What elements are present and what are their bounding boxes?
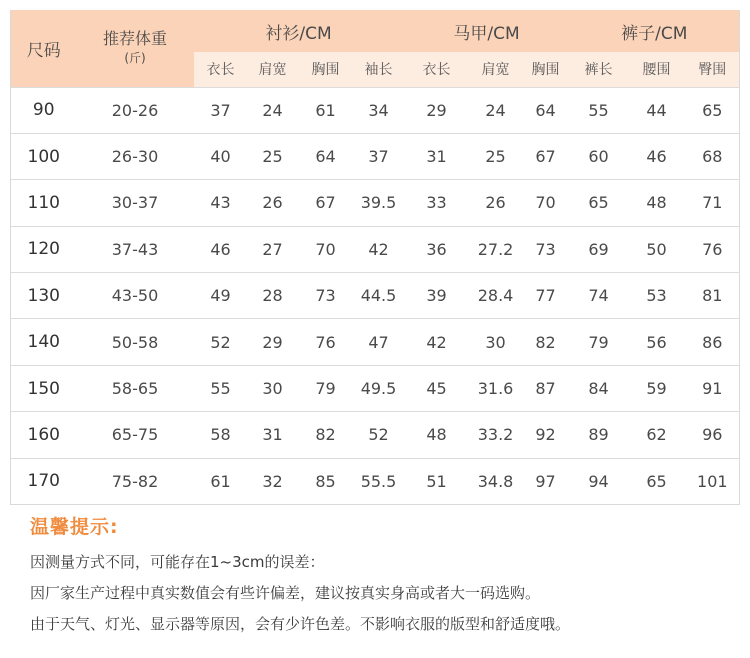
cell-weight: 20-26	[77, 87, 194, 133]
header-pants-length: 裤长	[570, 52, 628, 87]
cell-shirt-length: 58	[194, 412, 248, 458]
cell-shirt-chest: 70	[298, 226, 354, 272]
cell-size: 130	[11, 273, 77, 319]
cell-vest-length: 29	[404, 87, 470, 133]
cell-pants-waist: 44	[628, 87, 686, 133]
table-row	[11, 412, 740, 458]
cell-shirt-length: 52	[194, 319, 248, 365]
cell-shirt-chest: 82	[298, 412, 354, 458]
table-row	[11, 133, 740, 179]
cell-vest-chest: 92	[522, 412, 570, 458]
cell-vest-chest: 67	[522, 133, 570, 179]
cell-vest-length: 36	[404, 226, 470, 272]
cell-shirt-length: 46	[194, 226, 248, 272]
cell-vest-shoulder: 33.2	[470, 412, 522, 458]
cell-shirt-chest: 85	[298, 458, 354, 504]
cell-vest-length: 33	[404, 180, 470, 226]
header-shirt-shoulder: 肩宽	[248, 52, 298, 87]
cell-size: 120	[11, 226, 77, 272]
cell-vest-length: 39	[404, 273, 470, 319]
cell-shirt-sleeve: 49.5	[354, 365, 404, 411]
cell-shirt-sleeve: 55.5	[354, 458, 404, 504]
cell-weight: 30-37	[77, 180, 194, 226]
cell-vest-shoulder: 30	[470, 319, 522, 365]
cell-shirt-length: 43	[194, 180, 248, 226]
cell-size: 160	[11, 412, 77, 458]
cell-vest-length: 45	[404, 365, 470, 411]
cell-vest-chest: 82	[522, 319, 570, 365]
cell-pants-hip: 81	[686, 273, 740, 319]
cell-shirt-shoulder: 29	[248, 319, 298, 365]
cell-size: 140	[11, 319, 77, 365]
cell-vest-chest: 87	[522, 365, 570, 411]
tips-title: 温馨提示:	[30, 516, 119, 538]
cell-weight: 26-30	[77, 133, 194, 179]
cell-weight: 43-50	[77, 273, 194, 319]
cell-shirt-shoulder: 28	[248, 273, 298, 319]
cell-pants-waist: 56	[628, 319, 686, 365]
cell-pants-hip: 96	[686, 412, 740, 458]
cell-pants-length: 60	[570, 133, 628, 179]
cell-pants-waist: 48	[628, 180, 686, 226]
cell-shirt-length: 37	[194, 87, 248, 133]
header-group-vest: 马甲/CM	[404, 10, 570, 52]
cell-pants-length: 84	[570, 365, 628, 411]
cell-vest-chest: 64	[522, 87, 570, 133]
cell-shirt-sleeve: 34	[354, 87, 404, 133]
cell-shirt-chest: 79	[298, 365, 354, 411]
cell-pants-length: 74	[570, 273, 628, 319]
table-row	[11, 458, 740, 504]
cell-shirt-shoulder: 32	[248, 458, 298, 504]
header-weight-label: 推荐体重	[102, 29, 167, 49]
cell-shirt-sleeve: 44.5	[354, 273, 404, 319]
cell-shirt-length: 49	[194, 273, 248, 319]
cell-shirt-sleeve: 47	[354, 319, 404, 365]
cell-pants-length: 89	[570, 412, 628, 458]
cell-pants-length: 69	[570, 226, 628, 272]
table-row	[11, 365, 740, 411]
header-group-shirt: 衬衫/CM	[194, 10, 404, 52]
cell-shirt-chest: 64	[298, 133, 354, 179]
cell-shirt-length: 40	[194, 133, 248, 179]
header-weight	[77, 10, 194, 87]
cell-pants-hip: 71	[686, 180, 740, 226]
cell-vest-length: 48	[404, 412, 470, 458]
header-vest-length: 衣长	[404, 52, 470, 87]
cell-shirt-sleeve: 52	[354, 412, 404, 458]
cell-shirt-chest: 67	[298, 180, 354, 226]
cell-vest-length: 51	[404, 458, 470, 504]
cell-pants-waist: 50	[628, 226, 686, 272]
tips-line: 因厂家生产过程中真实数值会有些许偏差，建议按真实身高或者大一码选购。	[30, 584, 541, 602]
cell-shirt-chest: 61	[298, 87, 354, 133]
warm-tips	[30, 512, 730, 640]
cell-pants-hip: 76	[686, 226, 740, 272]
header-weight-unit: (斤)	[124, 51, 146, 66]
cell-vest-shoulder: 28.4	[470, 273, 522, 319]
cell-shirt-shoulder: 24	[248, 87, 298, 133]
cell-shirt-shoulder: 27	[248, 226, 298, 272]
cell-size: 150	[11, 365, 77, 411]
header-shirt-chest: 胸围	[298, 52, 354, 87]
cell-vest-chest: 70	[522, 180, 570, 226]
header-vest-shoulder: 肩宽	[470, 52, 522, 87]
cell-weight: 75-82	[77, 458, 194, 504]
cell-size: 90	[11, 87, 77, 133]
header-pants-waist: 腰围	[628, 52, 686, 87]
header-size: 尺码	[11, 10, 77, 87]
cell-pants-waist: 46	[628, 133, 686, 179]
size-chart-table	[10, 10, 740, 505]
cell-vest-shoulder: 27.2	[470, 226, 522, 272]
cell-pants-waist: 62	[628, 412, 686, 458]
cell-shirt-shoulder: 31	[248, 412, 298, 458]
table-row	[11, 273, 740, 319]
header-vest-chest: 胸围	[522, 52, 570, 87]
cell-shirt-shoulder: 26	[248, 180, 298, 226]
cell-vest-chest: 97	[522, 458, 570, 504]
cell-shirt-length: 61	[194, 458, 248, 504]
cell-shirt-sleeve: 39.5	[354, 180, 404, 226]
cell-vest-length: 42	[404, 319, 470, 365]
cell-weight: 58-65	[77, 365, 194, 411]
cell-size: 100	[11, 133, 77, 179]
tips-line: 由于天气、灯光、显示器等原因，会有少许色差。不影响衣服的版型和舒适度哦。	[30, 615, 571, 633]
cell-vest-length: 31	[404, 133, 470, 179]
table-row	[11, 226, 740, 272]
cell-shirt-sleeve: 42	[354, 226, 404, 272]
cell-weight: 50-58	[77, 319, 194, 365]
cell-vest-shoulder: 34.8	[470, 458, 522, 504]
table-row	[11, 87, 740, 133]
cell-weight: 65-75	[77, 412, 194, 458]
cell-vest-shoulder: 24	[470, 87, 522, 133]
cell-vest-shoulder: 31.6	[470, 365, 522, 411]
size-chart-body	[11, 87, 740, 505]
cell-pants-length: 94	[570, 458, 628, 504]
cell-pants-length: 65	[570, 180, 628, 226]
cell-pants-waist: 65	[628, 458, 686, 504]
cell-shirt-chest: 73	[298, 273, 354, 319]
cell-weight: 37-43	[77, 226, 194, 272]
cell-shirt-shoulder: 30	[248, 365, 298, 411]
cell-pants-hip: 91	[686, 365, 740, 411]
cell-shirt-sleeve: 37	[354, 133, 404, 179]
cell-shirt-chest: 76	[298, 319, 354, 365]
cell-vest-chest: 77	[522, 273, 570, 319]
table-row	[11, 180, 740, 226]
header-pants-hip: 臀围	[686, 52, 740, 87]
cell-pants-waist: 59	[628, 365, 686, 411]
header-shirt-sleeve: 袖长	[354, 52, 404, 87]
cell-size: 170	[11, 458, 77, 504]
cell-pants-waist: 53	[628, 273, 686, 319]
cell-pants-hip: 68	[686, 133, 740, 179]
cell-pants-length: 55	[570, 87, 628, 133]
cell-vest-chest: 73	[522, 226, 570, 272]
cell-vest-shoulder: 25	[470, 133, 522, 179]
cell-pants-length: 79	[570, 319, 628, 365]
header-group-pants: 裤子/CM	[570, 10, 740, 52]
cell-pants-hip: 101	[686, 458, 740, 504]
cell-shirt-length: 55	[194, 365, 248, 411]
cell-pants-hip: 65	[686, 87, 740, 133]
cell-shirt-shoulder: 25	[248, 133, 298, 179]
cell-pants-hip: 86	[686, 319, 740, 365]
cell-size: 110	[11, 180, 77, 226]
header-shirt-length: 衣长	[194, 52, 248, 87]
table-row	[11, 319, 740, 365]
tips-line: 因测量方式不同，可能存在1~3cm的误差：	[30, 553, 325, 571]
cell-vest-shoulder: 26	[470, 180, 522, 226]
